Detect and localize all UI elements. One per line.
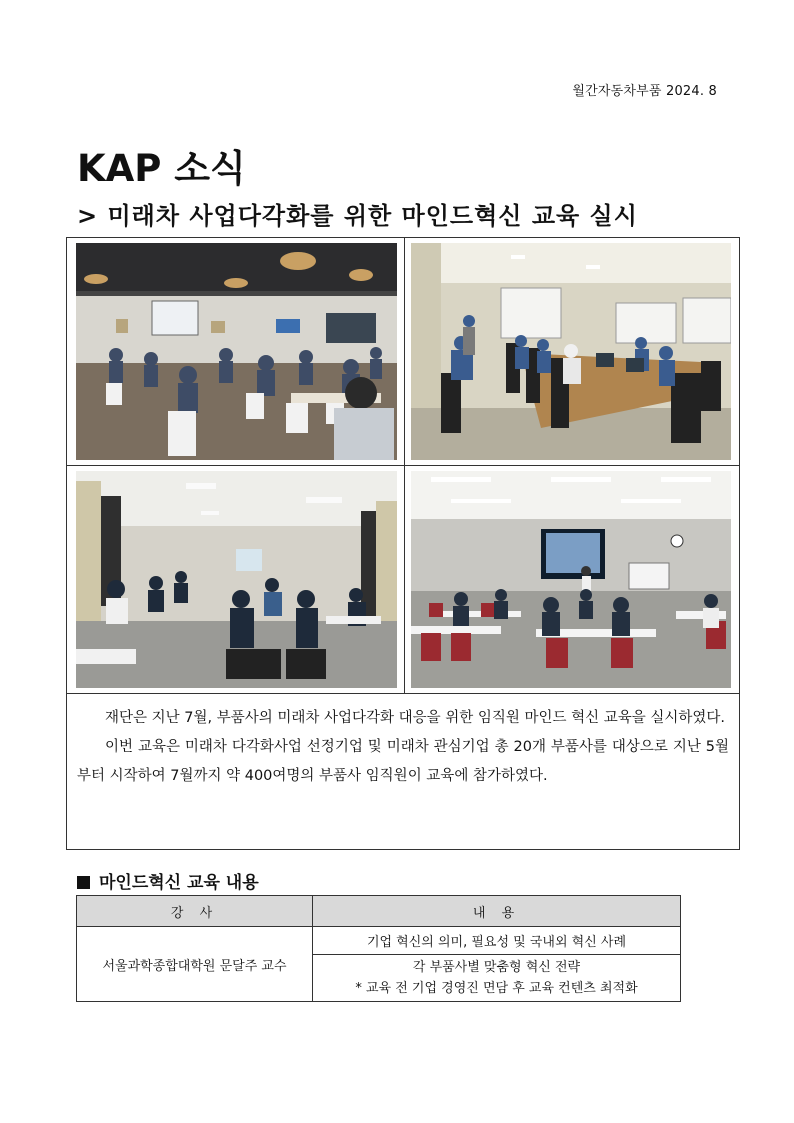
photo-seminar-lounge: [76, 243, 397, 460]
section-title: [77, 868, 259, 893]
photo-lecture-hall: [411, 471, 731, 688]
content-row-2: [313, 955, 681, 1002]
content-row-1: 기업 혁신의 의미, 필요성 및 국내외 혁신 사례: [313, 927, 681, 955]
square-bullet-icon: [77, 876, 90, 889]
article-box: [66, 237, 740, 850]
photo-classroom-rows: [76, 471, 397, 688]
education-table: [76, 895, 681, 1002]
header-instructor: 강 사: [77, 896, 313, 927]
photo-conference-room: [411, 243, 731, 460]
paragraph-2: 이번 교육은 미래차 다각화사업 선정기업 및 미래차 관심기업 총 20개 부품사를 대상으로 지난 5월부터 시작하여 7월까지 약 400여명의 부품사 임직원이 교육에 참가하였다.: [77, 739, 729, 784]
instructor-cell: 서울과학종합대학원 문달주 교수: [77, 927, 313, 1002]
article-body: [77, 704, 729, 791]
page-title: KAP 소식: [77, 147, 246, 190]
article-title: > 미래차 사업다각화를 위한 마인드혁신 교육 실시: [77, 202, 638, 230]
publication-info: 월간자동차부품 2024. 8: [572, 84, 717, 99]
paragraph-1: 재단은 지난 7월, 부품사의 미래차 사업다각화 대응을 위한 임직원 마인드 혁신 교육을 실시하였다.: [105, 710, 726, 726]
content-row-2-line-2: * 교육 전 기업 경영진 면담 후 교육 컨텐츠 최적화: [355, 981, 638, 996]
content-row-2-line-1: 각 부품사별 맞춤형 혁신 전략: [412, 960, 581, 975]
photo-grid: [67, 238, 739, 693]
header-content: 내 용: [313, 896, 681, 927]
section-title-text: 마인드혁신 교육 내용: [99, 873, 259, 893]
